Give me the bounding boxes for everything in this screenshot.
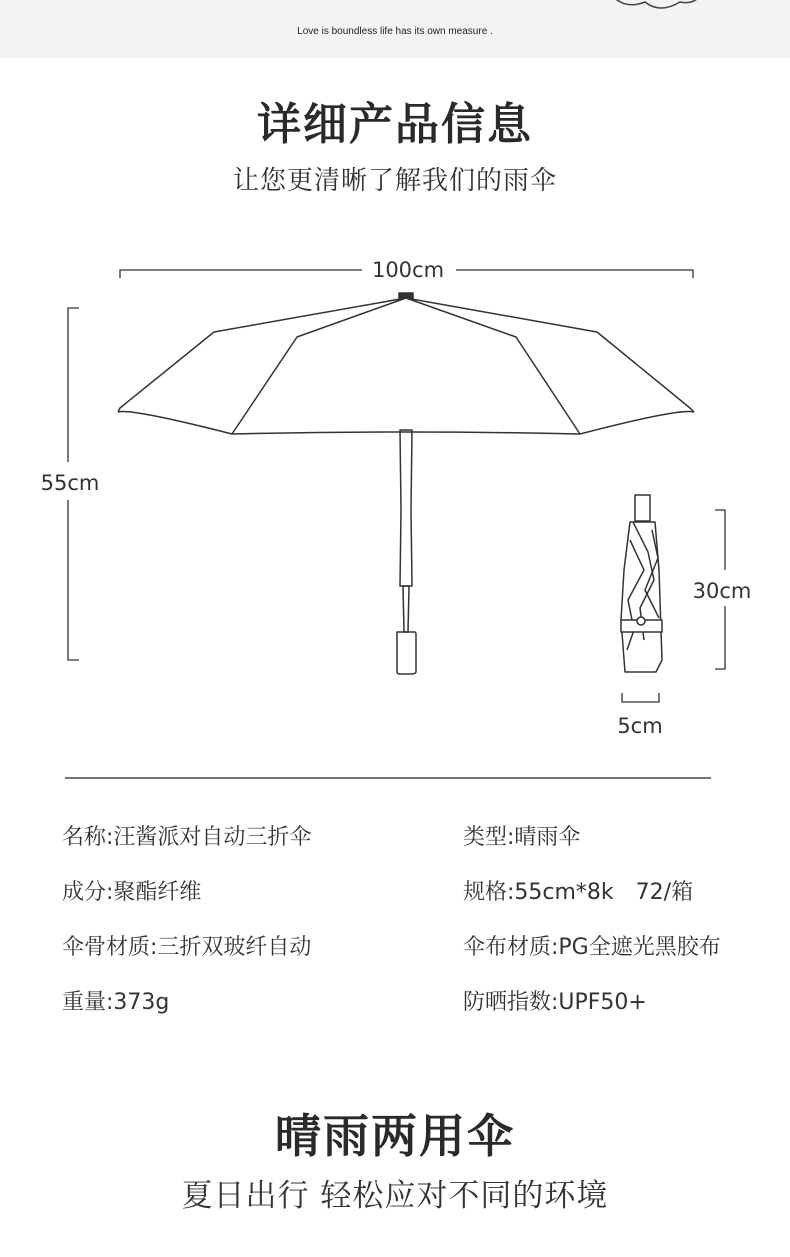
folded-umbrella-icon (621, 495, 662, 672)
divider (65, 777, 711, 779)
footer-subtitle: 夏日出行 轻松应对不同的环境 (181, 1178, 609, 1214)
folded-width-dimension (622, 693, 659, 702)
folded-length-label: 30cm (692, 579, 752, 603)
height-label: 55cm (40, 471, 100, 495)
spec-weight: 重量:373g (62, 990, 170, 1015)
spec-type: 类型:晴雨伞 (463, 825, 581, 850)
section-title: 详细产品信息 (257, 99, 533, 150)
tagline: Love is boundless life has its own measure . (297, 26, 493, 37)
spec-material: 成分:聚酯纤维 (62, 880, 202, 905)
width-label: 100cm (371, 258, 445, 282)
spec-name: 名称:汪酱派对自动三折伞 (62, 825, 312, 850)
spec-fabric: 伞布材质:PG全遮光黑胶布 (463, 935, 721, 960)
cloud-icon (600, 0, 710, 16)
open-umbrella-icon (118, 293, 694, 674)
section-subtitle: 让您更清晰了解我们的雨伞 (232, 166, 557, 196)
umbrella-diagram (0, 240, 790, 750)
footer-title: 晴雨两用伞 (275, 1109, 515, 1163)
folded-width-label: 5cm (617, 714, 663, 738)
spec-size: 规格:55cm*8k 72/箱 (463, 880, 694, 905)
spec-frame: 伞骨材质:三折双玻纤自动 (62, 935, 312, 960)
spec-upf: 防晒指数:UPF50+ (463, 990, 647, 1015)
